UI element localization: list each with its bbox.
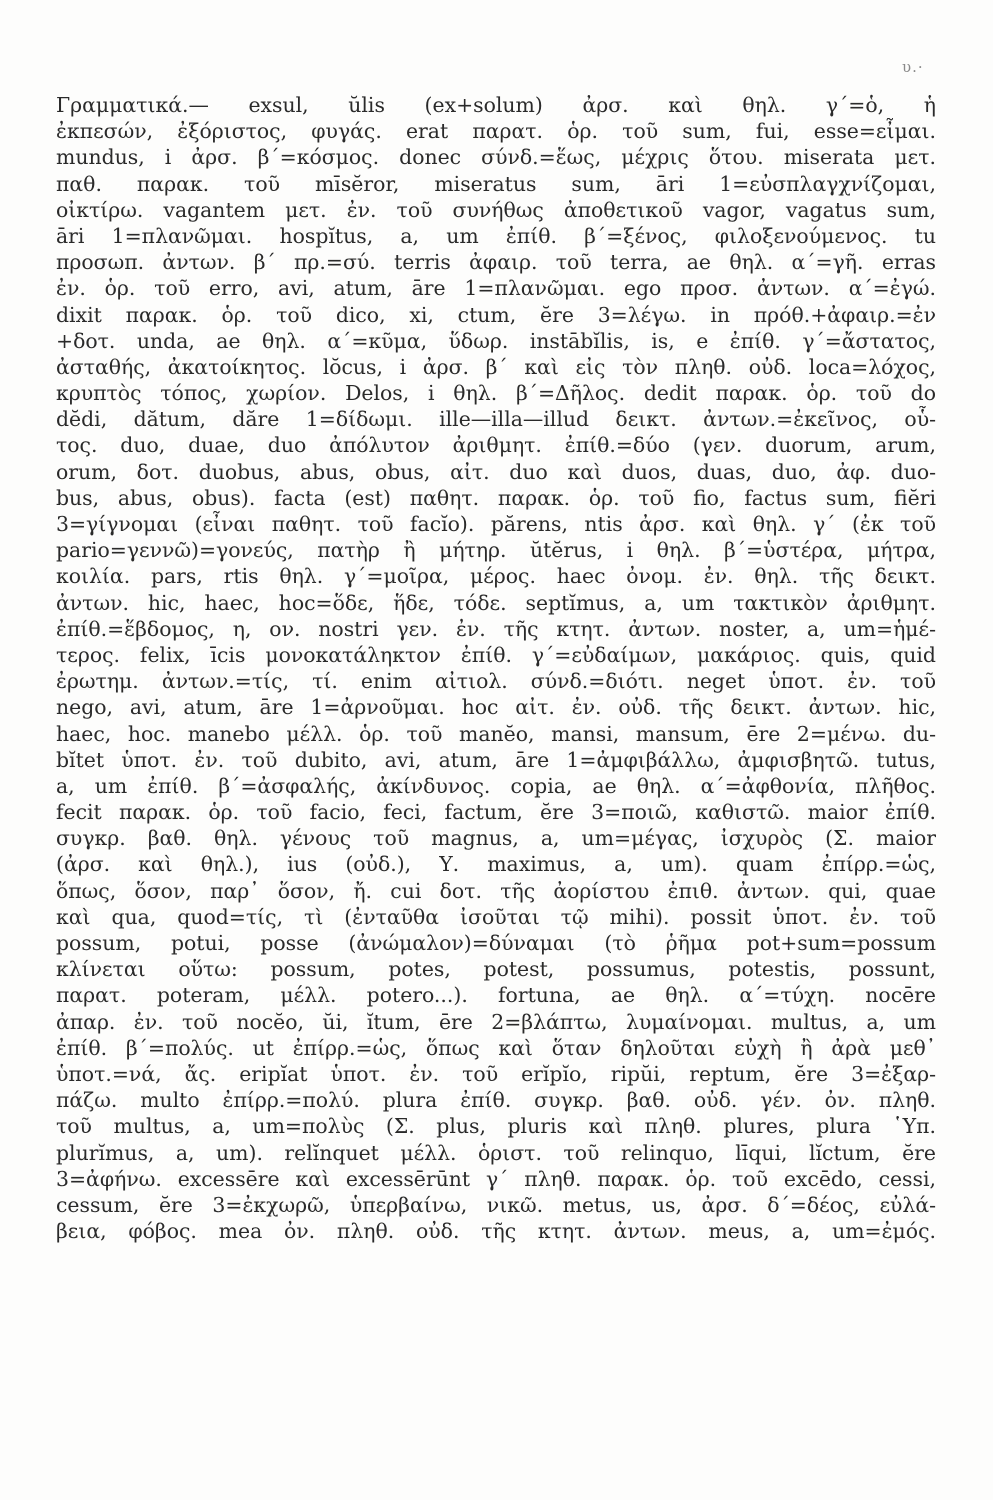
text-line: παρατ. poteram, μέλλ. potero...). fortuna, ae θηλ. α΄=τύχη. nocēre (56, 983, 936, 1008)
text-line: τερος. felix, īcis μονοκατάληκτον ἐπίθ. γ΄=εὐδαίμων, μακάριος. quis, quid (56, 642, 936, 667)
text-line: κρυπτὸς τόπος, χωρίον. Delos, i θηλ. β΄=Δῆλος. dedit παρακ. ὁρ. τοῦ do (56, 381, 936, 406)
text-line: ἐν. ὁρ. τοῦ erro, avi, atum, āre 1=πλανῶμαι. ego προσ. ἀντων. α΄=ἐγώ. (56, 276, 936, 301)
text-line: a, um ἐπίθ. β΄=ἀσφαλής, ἀκίνδυνος. copia, ae θηλ. α΄=ἀφθονία, πλῆθος. (56, 773, 936, 798)
text-line: (ἀρσ. καὶ θηλ.), ius (οὐδ.), Υ. maximus, a, um). quam ἐπίρρ.=ὡς, (56, 852, 936, 877)
text-line: nego, avi, atum, āre 1=ἀρνοῦμαι. hoc αἰτ. ἐν. οὐδ. τῆς δεικτ. ἀντων. hic, (56, 695, 936, 720)
text-line: ἐπίθ.=ἕβδομος, η, ον. nostri γεν. ἐν. τῆς κτητ. ἀντων. noster, a, um=ἡμέ- (56, 616, 936, 641)
text-line: ὑποτ.=νά, ἄς. eripĭat ὑποτ. ἐν. τοῦ erĭpĭo, ripŭi, reptum, ĕre 3=ἐξαρ- (56, 1061, 936, 1086)
text-line: ἐπίθ. β΄=πολύς. ut ἐπίρρ.=ὡς, ὅπως καὶ ὅταν δηλοῦται εὐχὴ ἢ ἀρὰ μεθ᾽ (56, 1035, 936, 1060)
text-line: dĕdi, dătum, dăre 1=δίδωμι. ille—illa—illud δεικτ. ἀντων.=ἐκεῖνος, οὗ- (56, 407, 936, 432)
text-line: ἐρωτημ. ἀντων.=τίς, τί. enim αἰτιολ. σύνδ.=διότι. neget ὑποτ. ἐν. τοῦ (56, 669, 936, 694)
text-line: καὶ qua, quod=τίς, τὶ (ἐνταῦθα ἰσοῦται τῷ mihi). possit ὑποτ. ἐν. τοῦ (56, 904, 936, 929)
text-line: τος. duo, duae, duo ἀπόλυτον ἀριθμητ. ἐπίθ.=δύο (γεν. duorum, arum, (56, 433, 936, 458)
text-line: dixit παρακ. ὁρ. τοῦ dico, xi, ctum, ĕre 3=λέγω. in πρόθ.+ἀφαιρ.=ἐν (56, 302, 936, 327)
text-line: 3=γίγνομαι (εἶναι παθητ. τοῦ facĭo). părens, ntis ἀρσ. καὶ θηλ. γ΄ (ἐκ τοῦ (56, 512, 936, 536)
grammar-notes-text (56, 92, 936, 1244)
text-line: οἰκτίρω. vagantem μετ. ἐν. τοῦ συνήθως ἀποθετικοῦ vagor, vagatus sum, (56, 197, 936, 222)
text-line: mundus, i ἀρσ. β΄=κόσμος. donec σύνδ.=ἕως, μέχρις ὅτου. miserata μετ. (56, 145, 936, 170)
text-line: ἀντων. hic, haec, hoc=ὅδε, ἥδε, τόδε. septĭmus, a, um τακτικὸν ἀριθμητ. (56, 590, 936, 615)
text-line: fecit παρακ. ὁρ. τοῦ facio, feci, factum, ĕre 3=ποιῶ, καθιστῶ. maior ἐπίθ. (56, 800, 936, 825)
text-line: προσωπ. ἀντων. β΄ πρ.=σύ. terris ἀφαιρ. τοῦ terra, ae θηλ. α΄=γῆ. erras (56, 250, 936, 275)
text-line: haec, hoc. manebo μέλλ. ὁρ. τοῦ manĕo, mansi, mansum, ēre 2=μένω. du- (56, 721, 936, 746)
text-line: bĭtet ὑποτ. ἐν. τοῦ dubito, avi, atum, āre 1=ἀμφιβάλλω, ἀμφισβητῶ. tutus, (56, 747, 936, 772)
text-line: συγκρ. βαθ. θηλ. γένους τοῦ magnus, a, um=μέγας, ἰσχυρὸς (Σ. maior (56, 826, 936, 851)
text-line: plurĭmus, a, um). relĭnquet μέλλ. ὁριστ. τοῦ relinquo, līqui, lĭctum, ĕre (56, 1140, 936, 1165)
text-line: ὅπως, ὅσον, παρ᾽ ὅσον, ἤ. cui δοτ. τῆς ἀορίστου ἐπιθ. ἀντων. qui, quae (56, 878, 936, 903)
text-line: ἐκπεσών, ἐξόριστος, φυγάς. erat παρατ. ὁρ. τοῦ sum, fui, esse=εἶμαι. (56, 119, 936, 144)
text-line: 3=ἀφήνω. excessēre καὶ excessērūnt γ΄ πληθ. παρακ. ὁρ. τοῦ excēdo, cessi, (56, 1166, 936, 1191)
text-line: bus, abus, obus). facta (est) παθητ. παρακ. ὁρ. τοῦ fio, factus sum, fiĕri (56, 485, 936, 510)
text-line: pario=γεννῶ)=γονεύς, πατὴρ ἢ μήτηρ. ŭtĕrus, i θηλ. β΄=ὑστέρα, μήτρα, (56, 538, 936, 563)
text-line: βεια, φόβος. mea ὀν. πληθ. οὐδ. τῆς κτητ. ἀντων. meus, a, um=ἐμός. (56, 1219, 936, 1244)
text-line: Γραμματικά.— exsul, ŭlis (ex+solum) ἀρσ. καὶ θηλ. γ΄=ὁ, ἡ (56, 93, 936, 117)
text-line: κλίνεται οὕτω: possum, potes, potest, possumus, potestis, possunt, (56, 957, 936, 982)
text-line: +δοτ. unda, ae θηλ. α΄=κῦμα, ὕδωρ. instābĭlis, is, e ἐπίθ. γ΄=ἄστατος, (56, 328, 936, 353)
page-number: υ.· (902, 58, 924, 76)
text-line: ἀσταθής, ἀκατοίκητος. lŏcus, i ἀρσ. β΄ καὶ εἰς τὸν πληθ. οὐδ. loca=λόχος, (56, 354, 936, 379)
text-line: παθ. παρακ. τοῦ mīsĕror, miseratus sum, āri 1=εὐσπλαγχνίζομαι, (56, 171, 936, 196)
text-line: āri 1=πλανῶμαι. hospĭtus, a, um ἐπίθ. β΄=ξένος, φιλοξενούμενος. tu (56, 223, 936, 248)
text-line: ἀπαρ. ἐν. τοῦ nocĕo, ŭi, ĭtum, ēre 2=βλάπτω, λυμαίνομαι. multus, a, um (56, 1009, 936, 1034)
text-line: orum, δοτ. duobus, abus, obus, αἰτ. duo καὶ duos, duas, duo, ἀφ. duo- (56, 459, 936, 484)
text-line: possum, potui, posse (ἀνώμαλον)=δύναμαι (τὸ ῥῆμα pot+sum=possum (56, 931, 936, 955)
text-line: πάζω. multo ἐπίρρ.=πολύ. plura ἐπίθ. συγκρ. βαθ. οὐδ. γέν. ὀν. πληθ. (56, 1088, 936, 1113)
text-line: κοιλία. pars, rtis θηλ. γ΄=μοῖρα, μέρος. haec ὀνομ. ἐν. θηλ. τῆς δεικτ. (56, 564, 936, 589)
text-line: τοῦ multus, a, um=πολὺς (Σ. plus, pluris καὶ πληθ. plures, plura ῾Υπ. (56, 1114, 936, 1139)
text-line: cessum, ĕre 3=ἐκχωρῶ, ὑπερβαίνω, νικῶ. metus, us, ἀρσ. δ΄=δέος, εὐλά- (56, 1192, 936, 1217)
